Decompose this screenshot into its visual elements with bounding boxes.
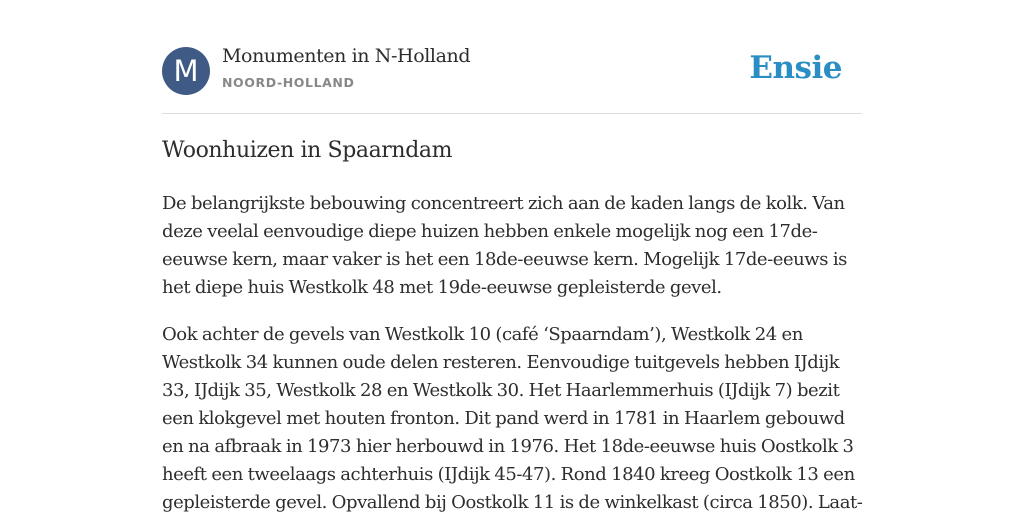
article-paragraph: De belangrijkste bebouwing concentreert zich aan de kaden langs de kolk. Van deze veelal eenvoudige diepe huizen hebben enkele mogelijk nog een 17de-eeuwse kern, maar vaker is het een 18de-eeuwse kern. Mogelijk 17de-eeuws is het diepe huis Westkolk 48 met 19de-eeuwse gepleisterde gevel.	[162, 193, 847, 298]
blog-header	[162, 0, 862, 114]
article-title: Woonhuizen in Spaarndam	[162, 138, 453, 163]
blog-name-link[interactable]: Monumenten in N-Holland	[222, 45, 471, 67]
ensie-logo-link[interactable]: Ensie	[749, 50, 842, 86]
article-paragraph: Ook achter de gevels van Westkolk 10 (café ‘Spaarndam’), Westkolk 24 en Westkolk 34 kunnen oude delen resteren. Eenvoudige tuitgevels hebben IJdijk 33, IJdijk 35, Westkolk 28 en Westkolk 30. Het Haarlemmerhuis (IJdijk 7) bezit een klokgevel met houten fronton. Dit pand werd in 1781 in Haarlem gebouwd en na afbraak in 1973 hier herbouwd in 1976. Het 18de-eeuwse huis Oostkolk 3 heeft een tweelaags achterhuis (IJdijk 45-47). Rond 1840 kreeg Oostkolk 13 een gepleisterde gevel. Opvallend bij Oostkolk 11 is de winkelkast (circa 1850). Laat-	[162, 324, 863, 512]
blog-avatar[interactable]: M	[162, 47, 210, 95]
blog-subtitle: NOORD-HOLLAND	[222, 75, 355, 90]
content-column	[162, 0, 863, 512]
